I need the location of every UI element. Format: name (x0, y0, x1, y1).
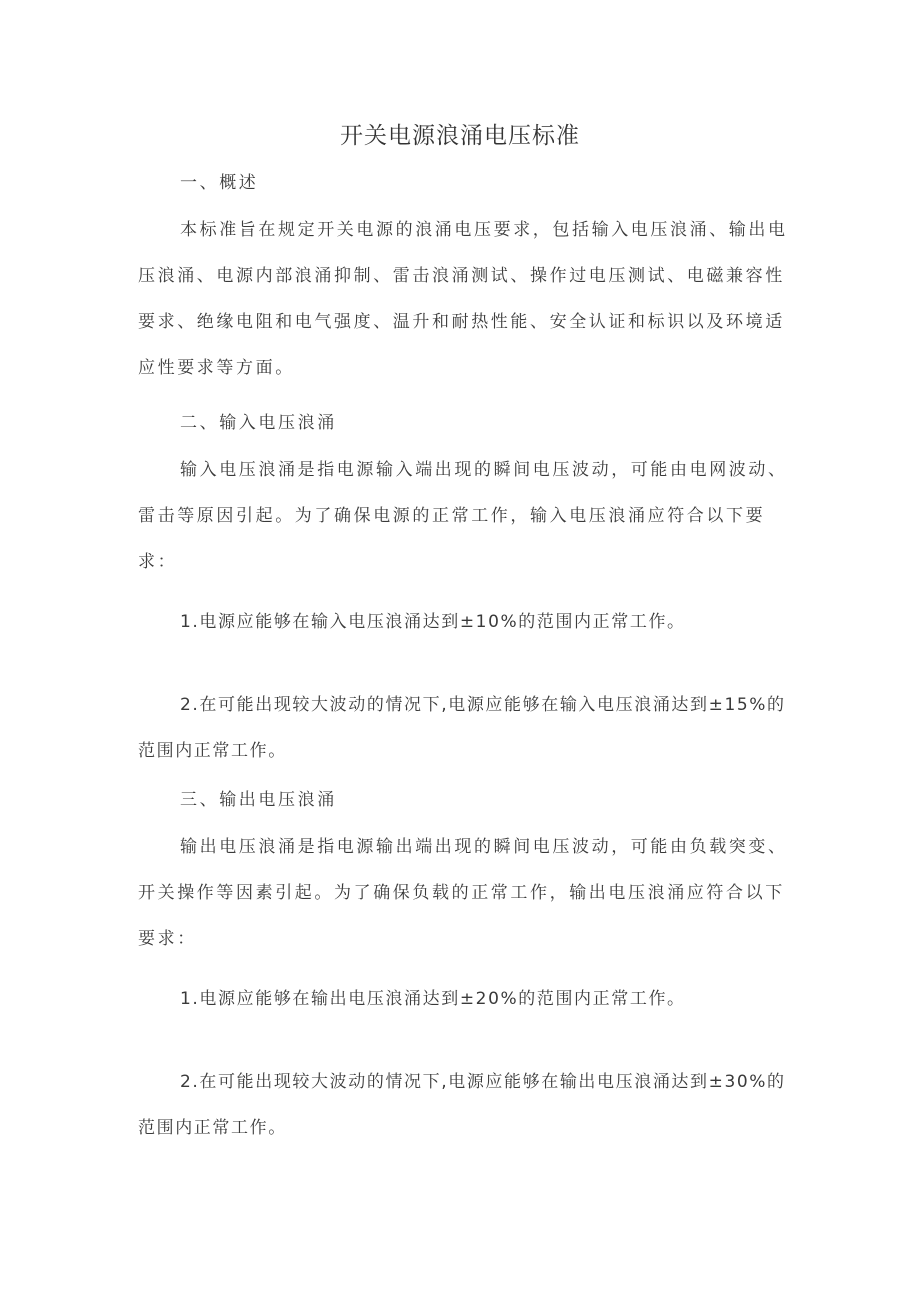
input-surge-paragraph: 输入电压浪涌是指电源输入端出现的瞬间电压波动，可能由电网波动、雷击等原因引起。为了确保电源的正常工作，输入电压浪涌应符合以下要求： (138, 460, 788, 572)
section-heading-overview: 一、概述 (180, 173, 259, 193)
output-surge-item-2: 2.在可能出现较大波动的情况下,电源应能够在输出电压浪涌达到±30%的范围内正常工作。 (138, 1072, 786, 1138)
section-heading-input-surge: 二、输入电压浪涌 (180, 413, 337, 433)
document-title: 开关电源浪涌电压标准 (340, 123, 580, 149)
overview-paragraph: 本标准旨在规定开关电源的浪涌电压要求，包括输入电压浪涌、输出电压浪涌、电源内部浪涌抑制、雷击浪涌测试、操作过电压测试、电磁兼容性要求、绝缘电阻和电气强度、温升和耐热性能、安全认证和标识以及环境适应性要求等方面。 (138, 220, 788, 378)
input-surge-item-2: 2.在可能出现较大波动的情况下,电源应能够在输入电压浪涌达到±15%的范围内正常工作。 (138, 695, 786, 761)
output-surge-paragraph: 输出电压浪涌是指电源输出端出现的瞬间电压波动，可能由负载突变、开关操作等因素引起。为了确保负载的正常工作，输出电压浪涌应符合以下要求： (138, 837, 788, 949)
input-surge-item-1: 1.电源应能够在输入电压浪涌达到±10%的范围内正常工作。 (180, 612, 686, 632)
section-heading-output-surge: 三、输出电压浪涌 (180, 790, 337, 810)
output-surge-item-1: 1.电源应能够在输出电压浪涌达到±20%的范围内正常工作。 (180, 989, 686, 1009)
